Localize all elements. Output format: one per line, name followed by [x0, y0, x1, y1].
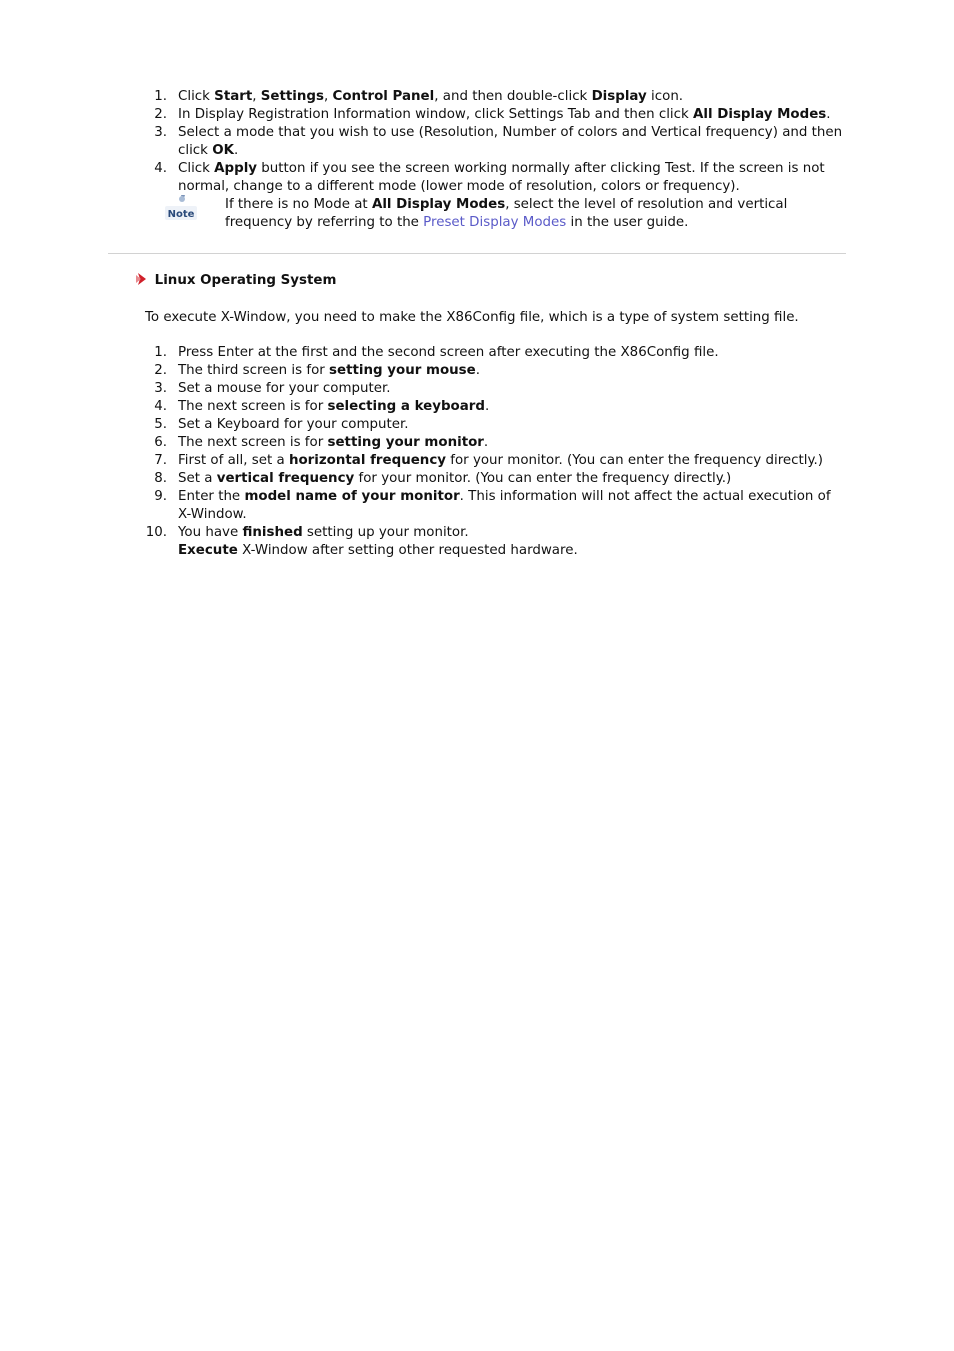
step-text: Set a Keyboard for your computer.: [178, 417, 409, 432]
step-number: 2.: [154, 363, 167, 378]
step-text: .: [483, 435, 489, 450]
bold-text: model name of your monitor: [244, 489, 460, 504]
step-text: Set a: [178, 471, 217, 486]
bold-text: All Display Modes: [693, 107, 827, 122]
windows-step-3: [140, 124, 848, 160]
chevron-right-icon: [136, 272, 150, 292]
linux-step-8: [140, 470, 848, 488]
bold-text: OK: [212, 143, 234, 158]
windows-step-2: [140, 106, 848, 124]
note-text: If there is no Mode at: [225, 197, 372, 212]
bold-text: vertical frequency: [216, 471, 355, 486]
step-text: The next screen is for: [178, 435, 328, 450]
step-number: 2.: [154, 107, 167, 122]
step-text: .: [826, 107, 831, 122]
bold-text: Display: [591, 89, 647, 104]
linux-title-text: Linux Operating System: [154, 273, 337, 288]
bold-text: setting your monitor: [327, 435, 484, 450]
step-body: [178, 107, 831, 122]
step-body: [178, 417, 409, 432]
step-body: [178, 399, 489, 414]
linux-step-3: [140, 380, 848, 398]
note-text: in the user guide.: [566, 215, 689, 230]
windows-step-1: [140, 88, 848, 106]
step-body: [178, 161, 825, 194]
step-number: 3.: [154, 125, 167, 140]
note-bold-text: All Display Modes: [371, 197, 506, 212]
linux-step-7: [140, 452, 848, 470]
bold-text: setting your mouse: [329, 363, 476, 378]
linux-step-6: [140, 434, 848, 452]
step-number: 1.: [154, 89, 167, 104]
bold-text: Control Panel: [332, 89, 435, 104]
step-text: .: [484, 399, 490, 414]
step-continuation: [178, 542, 848, 560]
step-number: 9.: [154, 489, 167, 504]
bold-text: Settings: [260, 89, 324, 104]
step-text: .: [233, 143, 239, 158]
linux-step-4: [140, 398, 848, 416]
step-number: 4.: [154, 399, 167, 414]
section-divider: [108, 253, 846, 254]
step-body: [178, 381, 391, 396]
step-body: [178, 125, 842, 158]
bold-text: Start: [214, 89, 253, 104]
note-text: , select the level of resolution and vertical frequency by referring to the: [225, 197, 788, 230]
step-text: You have: [178, 525, 243, 540]
step-body: [178, 363, 480, 378]
linux-intro: To execute X-Window, you need to make the X86Config file, which is a type of system setting file.: [145, 310, 799, 325]
step-number: 5.: [154, 417, 167, 432]
step-text: First of all, set a: [178, 453, 289, 468]
windows-steps-list: [140, 88, 848, 232]
step-text: Click: [178, 89, 215, 104]
step-number: 6.: [154, 435, 167, 450]
note-icon-label: Note: [167, 209, 195, 220]
step-text: . This information will not affect the actual execution of X-Window.: [178, 489, 831, 522]
bold-text: selecting a keyboard: [327, 399, 485, 414]
step-text: X-Window after setting other requested hardware.: [237, 543, 578, 558]
step-text: button if you see the screen working normally after clicking Test. If the screen is not normal, change to a different mode (lower mode of resolution, colors or frequency).: [178, 161, 825, 194]
step-text: The third screen is for: [178, 363, 330, 378]
step-body: [178, 471, 731, 486]
bold-text: finished: [242, 525, 303, 540]
step-text: Press Enter at the first and the second screen after executing the X86Config file.: [178, 345, 719, 360]
step-text: for your monitor. (You can enter the frequency directly.): [446, 453, 823, 468]
step-number: 8.: [154, 471, 167, 486]
step-number: 3.: [154, 381, 167, 396]
linux-step-9: [140, 488, 848, 524]
linux-section-title: [136, 272, 336, 292]
preset-display-modes-link[interactable]: Preset Display Modes: [423, 215, 567, 230]
step-text: icon.: [646, 89, 684, 104]
note-block: [167, 196, 848, 232]
step-text: Set a mouse for your computer.: [178, 381, 391, 396]
step-number: 7.: [154, 453, 167, 468]
step-body: [178, 89, 683, 104]
step-text: setting up your monitor.: [302, 525, 469, 540]
linux-step-2: [140, 362, 848, 380]
linux-step-1: [140, 344, 848, 362]
step-text: ,: [252, 89, 261, 104]
bold-text: Apply: [214, 161, 258, 176]
step-text: .: [475, 363, 481, 378]
step-body: [178, 345, 719, 360]
step-body: [178, 525, 469, 540]
step-number: 10.: [145, 525, 167, 540]
linux-steps-list: [140, 344, 848, 560]
note-icon: [161, 193, 199, 223]
step-text: for your monitor. (You can enter the frequency directly.): [354, 471, 732, 486]
step-text: Click: [178, 161, 215, 176]
step-text: The next screen is for: [178, 399, 328, 414]
linux-step-10: [140, 524, 848, 560]
step-number: 1.: [154, 345, 167, 360]
step-number: 4.: [154, 161, 167, 176]
step-body: [178, 489, 831, 522]
bold-text: horizontal frequency: [288, 453, 447, 468]
step-body: [178, 453, 823, 468]
step-text: Enter the: [178, 489, 245, 504]
step-text: In Display Registration Information window, click Settings Tab and then click: [178, 107, 694, 122]
bold-text: Execute: [178, 543, 238, 558]
step-text: Select a mode that you wish to use (Resolution, Number of colors and Vertical frequency) and then click: [178, 125, 843, 158]
windows-step-4: [140, 160, 848, 232]
step-body: [178, 435, 488, 450]
step-text: ,: [324, 89, 333, 104]
linux-step-5: [140, 416, 848, 434]
step-text: , and then double-click: [434, 89, 592, 104]
